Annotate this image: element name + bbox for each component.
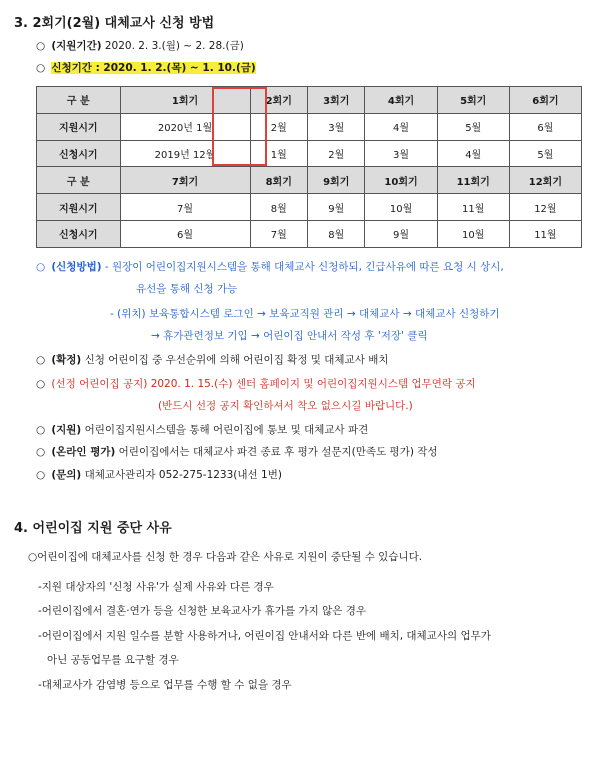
apply-period-line (36, 60, 256, 75)
table-cell: 6월 (120, 220, 250, 247)
evaluation-label: (온라인 평가) (51, 446, 116, 458)
table-row (37, 220, 582, 247)
table-cell: 2월 (250, 113, 307, 140)
bullet-icon: ○ (36, 354, 46, 366)
section-3-title: 3. 2회기(2월) 대체교사 신청 방법 (14, 16, 215, 31)
evaluation-line (36, 444, 438, 459)
table-cell: 신청시기 (37, 220, 121, 247)
section-4-title: 4. 어린이집 지원 중단 사유 (14, 521, 172, 536)
table-cell: 2019년 12월 (120, 140, 250, 167)
table-cell: 8회기 (250, 167, 307, 194)
table-cell: 12월 (509, 194, 581, 221)
table-cell: 10월 (365, 194, 437, 221)
table-cell: 지원시기 (37, 194, 121, 221)
bullet-icon: ○ (36, 446, 46, 458)
table-cell: 지원시기 (37, 113, 121, 140)
table-cell: 3월 (307, 113, 364, 140)
confirm-line (36, 352, 388, 367)
inquiry-text: 대체교사관리자 052-275-1233(내선 1번) (84, 469, 282, 481)
reason-item: -지원 대상자의 '신청 사유'가 실제 사유와 다른 경우 (38, 581, 274, 593)
table-cell: 1회기 (120, 87, 250, 114)
bullet-icon: ○ (28, 551, 38, 563)
method-line-2: 유선을 통해 신청 가능 (136, 283, 238, 295)
table-cell: 5월 (437, 113, 509, 140)
inquiry-label: (문의) (51, 469, 82, 481)
table-cell: 12회기 (509, 167, 581, 194)
table-cell: 9월 (365, 220, 437, 247)
table-cell: 10월 (437, 220, 509, 247)
evaluation-text: 어린이집에서는 대체교사 파견 종료 후 평가 설문지(만족도 평가) 작성 (118, 446, 438, 458)
table-row (37, 167, 582, 194)
table-cell: 9월 (307, 194, 364, 221)
table-cell: 5월 (509, 140, 581, 167)
table-cell: 4회기 (365, 87, 437, 114)
table-row (37, 140, 582, 167)
confirm-text: 신청 어린이집 중 우선순위에 의해 어린이집 확정 및 대체교사 배치 (84, 354, 389, 366)
table-cell: 7월 (120, 194, 250, 221)
intro-text: 어린이집에 대체교사를 신청 한 경우 다음과 같은 사유로 지원이 중단될 수 있습니다. (37, 551, 423, 563)
notice-text: (선정 어린이집 공지) 2020. 1. 15.(수) 센터 홈페이지 및 어린이집지원시스템 업무연락 공지 (51, 378, 476, 390)
reason-item-continued: 아닌 공동업무를 요구할 경우 (47, 654, 179, 666)
table-row (37, 113, 582, 140)
support-line (36, 422, 368, 437)
table-cell: 4월 (365, 113, 437, 140)
table-cell: 8월 (307, 220, 364, 247)
section-4-intro (28, 549, 422, 564)
notice-line-2: (반드시 선정 공지 확인하셔서 착오 없으시길 바랍니다.) (158, 400, 413, 412)
bullet-icon: ○ (36, 424, 46, 436)
table-cell: 11월 (437, 194, 509, 221)
period-line (36, 38, 244, 53)
table-cell: 11회기 (437, 167, 509, 194)
table-cell: 구 분 (37, 87, 121, 114)
support-label: (지원) (51, 424, 82, 436)
location-line: - (위치) 보육통합시스템 로그인 → 보육교직원 관리 → 대체교사 → 대체교사 신청하기 (110, 308, 500, 320)
reason-item: -어린이집에서 지원 일수를 분할 사용하거나, 어린이집 안내서와 다른 반에 배치, 대체교사의 업무가 (38, 630, 491, 642)
table-row (37, 87, 582, 114)
table-cell: 3월 (365, 140, 437, 167)
apply-period-highlight: 신청기간 : 2020. 1. 2.(목) ~ 1. 10.(금) (51, 62, 256, 74)
reason-item: -대체교사가 감염병 등으로 업무를 수행 할 수 없을 경우 (38, 679, 292, 691)
location-line-2: → 휴가관련정보 기입 → 어린이집 안내서 작성 후 '저장' 클릭 (151, 330, 428, 342)
table-cell: 신청시기 (37, 140, 121, 167)
notice-line (36, 376, 476, 391)
table-cell: 6월 (509, 113, 581, 140)
table-cell: 11월 (509, 220, 581, 247)
table-cell: 2월 (307, 140, 364, 167)
support-text: 어린이집지원시스템을 통해 어린이집에 통보 및 대체교사 파견 (84, 424, 369, 436)
method-label: (신청방법) (51, 261, 102, 273)
bullet-icon: ○ (36, 469, 46, 481)
table-cell: 7월 (250, 220, 307, 247)
method-line (36, 259, 504, 274)
period-value: 2020. 2. 3.(월) ~ 2. 28.(금) (104, 40, 244, 52)
bullet-icon: ○ (36, 378, 46, 390)
inquiry-line (36, 467, 282, 482)
table-cell: 7회기 (120, 167, 250, 194)
table-cell: 4월 (437, 140, 509, 167)
table-cell: 9회기 (307, 167, 364, 194)
method-text: - 원장이 어린이집지원시스템을 통해 대체교사 신청하되, 긴급사유에 따른 요청 시 상시, (104, 261, 504, 273)
table-cell: 2회기 (250, 87, 307, 114)
period-label: (지원기간) (51, 40, 102, 52)
table-cell: 5회기 (437, 87, 509, 114)
bullet-icon: ○ (36, 40, 46, 52)
table-cell: 10회기 (365, 167, 437, 194)
table-cell: 6회기 (509, 87, 581, 114)
schedule-table (36, 86, 582, 248)
bullet-icon: ○ (36, 261, 46, 273)
confirm-label: (확정) (51, 354, 82, 366)
bullet-icon: ○ (36, 62, 46, 74)
table-cell: 2020년 1월 (120, 113, 250, 140)
table-cell: 3회기 (307, 87, 364, 114)
table-row (37, 194, 582, 221)
table-cell: 구 분 (37, 167, 121, 194)
table-cell: 1월 (250, 140, 307, 167)
table-cell: 8월 (250, 194, 307, 221)
reason-item: -어린이집에서 결혼·연가 등을 신청한 보육교사가 휴가를 가지 않은 경우 (38, 605, 366, 617)
